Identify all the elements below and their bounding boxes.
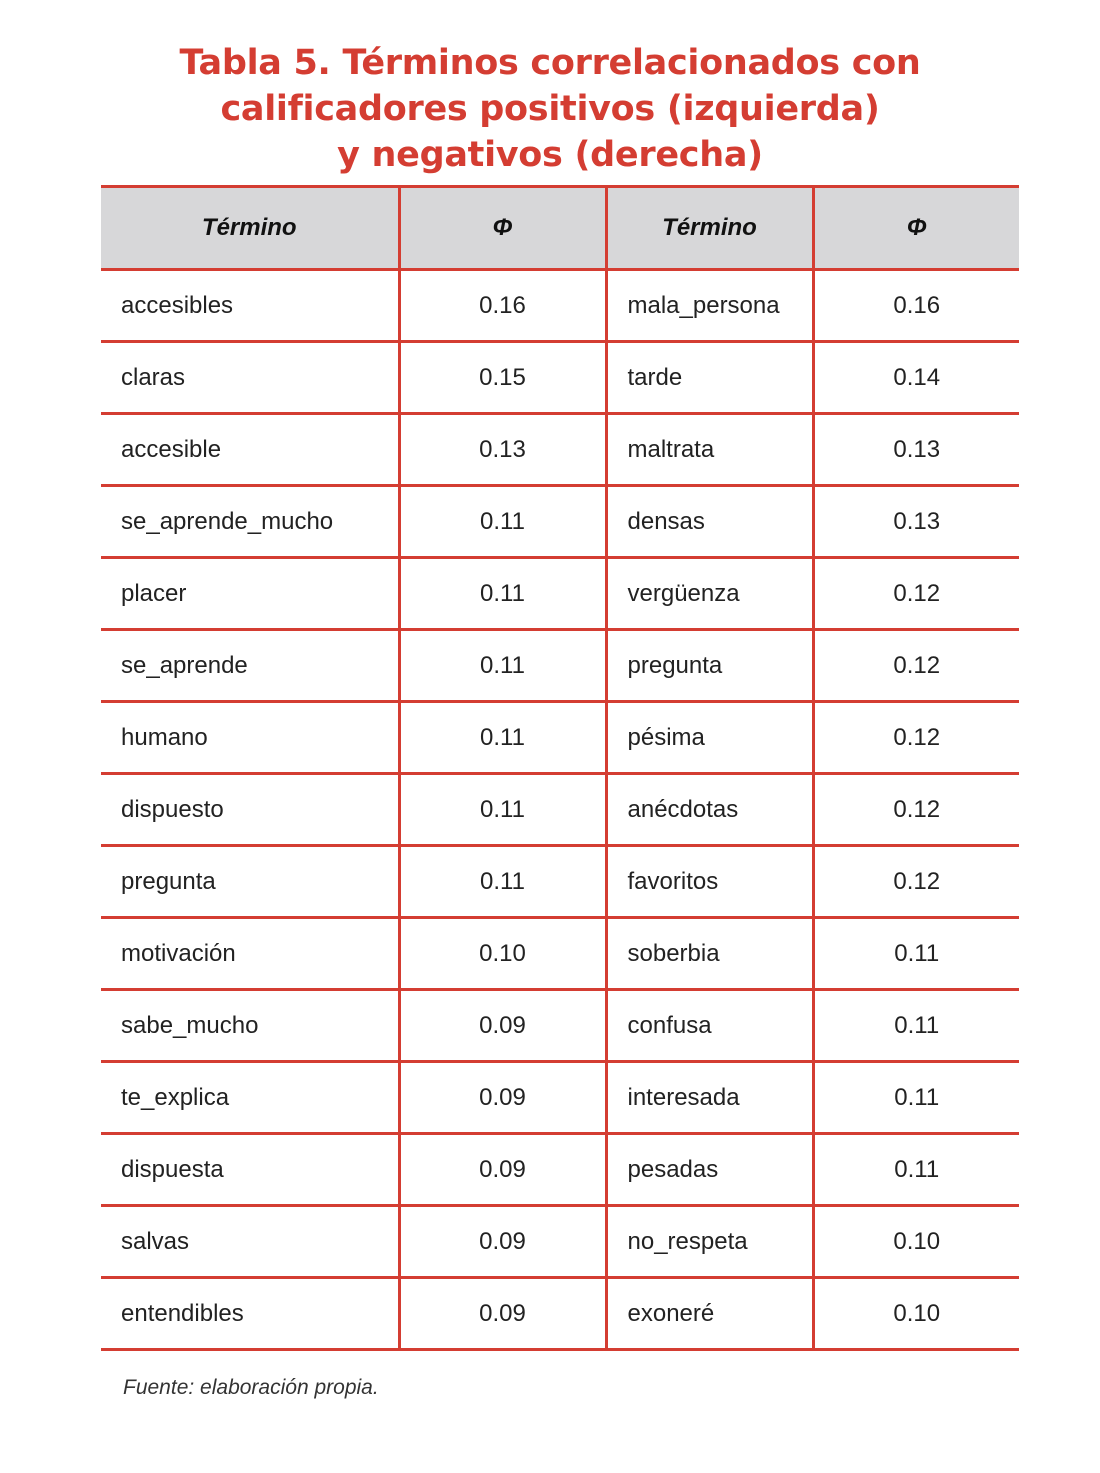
cell-phi-negative: 0.13 <box>813 486 1019 558</box>
cell-term-negative: exoneré <box>606 1278 813 1350</box>
cell-term-positive: se_aprende <box>101 630 399 702</box>
cell-phi-negative: 0.11 <box>813 918 1019 990</box>
cell-phi-positive: 0.09 <box>399 1062 606 1134</box>
table-row <box>101 342 1019 414</box>
cell-phi-negative: 0.11 <box>813 990 1019 1062</box>
table-row <box>101 1278 1019 1350</box>
table-row <box>101 270 1019 342</box>
cell-term-negative: maltrata <box>606 414 813 486</box>
table-body <box>101 270 1019 1350</box>
cell-phi-positive: 0.09 <box>399 1278 606 1350</box>
cell-term-negative: soberbia <box>606 918 813 990</box>
table-title <box>0 40 1100 178</box>
header-row <box>101 187 1019 270</box>
cell-phi-positive: 0.16 <box>399 270 606 342</box>
cell-term-negative: anécdotas <box>606 774 813 846</box>
table-row <box>101 1206 1019 1278</box>
cell-term-negative: pésima <box>606 702 813 774</box>
header-phi-positive: Φ <box>399 187 606 270</box>
cell-phi-positive: 0.13 <box>399 414 606 486</box>
source-note: Fuente: elaboración propia. <box>123 1376 379 1399</box>
table-row <box>101 702 1019 774</box>
cell-phi-negative: 0.12 <box>813 774 1019 846</box>
table-row <box>101 630 1019 702</box>
table-row <box>101 1062 1019 1134</box>
cell-term-negative: tarde <box>606 342 813 414</box>
table-row <box>101 1134 1019 1206</box>
cell-term-positive: te_explica <box>101 1062 399 1134</box>
cell-term-negative: vergüenza <box>606 558 813 630</box>
cell-phi-negative: 0.12 <box>813 702 1019 774</box>
cell-phi-positive: 0.09 <box>399 990 606 1062</box>
cell-phi-positive: 0.11 <box>399 558 606 630</box>
cell-phi-positive: 0.11 <box>399 774 606 846</box>
cell-phi-negative: 0.14 <box>813 342 1019 414</box>
cell-term-positive: humano <box>101 702 399 774</box>
cell-term-negative: densas <box>606 486 813 558</box>
table-header <box>101 187 1019 270</box>
cell-term-negative: mala_persona <box>606 270 813 342</box>
cell-term-positive: pregunta <box>101 846 399 918</box>
cell-term-negative: favoritos <box>606 846 813 918</box>
cell-term-positive: accesible <box>101 414 399 486</box>
table-title-line-1: Tabla 5. Términos correlacionados con <box>179 43 921 83</box>
cell-term-negative: no_respeta <box>606 1206 813 1278</box>
header-term-positive: Término <box>101 187 399 270</box>
table-row <box>101 918 1019 990</box>
cell-term-positive: se_aprende_mucho <box>101 486 399 558</box>
cell-phi-negative: 0.13 <box>813 414 1019 486</box>
cell-phi-positive: 0.11 <box>399 486 606 558</box>
cell-phi-positive: 0.11 <box>399 702 606 774</box>
cell-phi-negative: 0.11 <box>813 1062 1019 1134</box>
cell-phi-negative: 0.11 <box>813 1134 1019 1206</box>
table-row <box>101 774 1019 846</box>
cell-phi-positive: 0.15 <box>399 342 606 414</box>
header-term-negative: Término <box>606 187 813 270</box>
cell-term-negative: confusa <box>606 990 813 1062</box>
table-row <box>101 486 1019 558</box>
cell-term-positive: dispuesta <box>101 1134 399 1206</box>
cell-term-negative: pesadas <box>606 1134 813 1206</box>
table-title-line-2: calificadores positivos (izquierda) <box>220 89 880 129</box>
cell-phi-negative: 0.12 <box>813 630 1019 702</box>
cell-term-positive: claras <box>101 342 399 414</box>
cell-phi-negative: 0.16 <box>813 270 1019 342</box>
cell-phi-negative: 0.12 <box>813 558 1019 630</box>
cell-phi-positive: 0.09 <box>399 1206 606 1278</box>
cell-term-positive: entendibles <box>101 1278 399 1350</box>
correlation-table <box>101 185 1019 1351</box>
table-row <box>101 414 1019 486</box>
cell-term-positive: salvas <box>101 1206 399 1278</box>
cell-phi-negative: 0.12 <box>813 846 1019 918</box>
header-phi-negative: Φ <box>813 187 1019 270</box>
cell-phi-negative: 0.10 <box>813 1206 1019 1278</box>
cell-term-positive: sabe_mucho <box>101 990 399 1062</box>
table-row <box>101 558 1019 630</box>
cell-term-positive: placer <box>101 558 399 630</box>
cell-term-positive: dispuesto <box>101 774 399 846</box>
cell-term-positive: motivación <box>101 918 399 990</box>
cell-phi-negative: 0.10 <box>813 1278 1019 1350</box>
cell-phi-positive: 0.09 <box>399 1134 606 1206</box>
table-row <box>101 990 1019 1062</box>
cell-phi-positive: 0.10 <box>399 918 606 990</box>
cell-term-negative: interesada <box>606 1062 813 1134</box>
table-row <box>101 846 1019 918</box>
cell-term-positive: accesibles <box>101 270 399 342</box>
cell-phi-positive: 0.11 <box>399 846 606 918</box>
cell-term-negative: pregunta <box>606 630 813 702</box>
cell-phi-positive: 0.11 <box>399 630 606 702</box>
table-title-line-3: y negativos (derecha) <box>337 135 763 175</box>
